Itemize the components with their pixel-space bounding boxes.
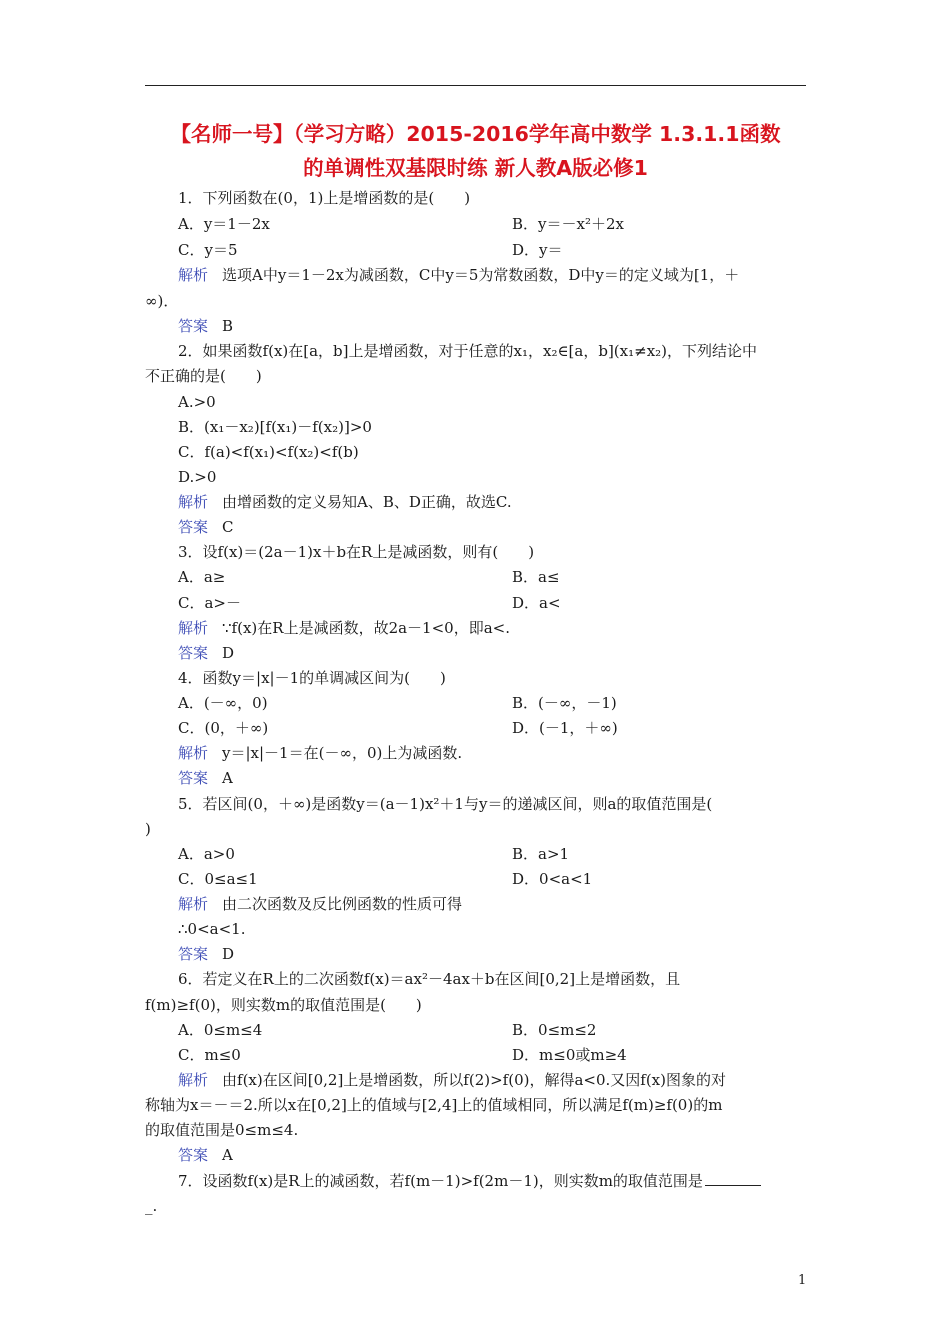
q6-analysis [178, 1070, 839, 1090]
q3-stem: 3．设f(x)＝(2a－1)x＋b在R上是减函数，则有( ) [178, 543, 535, 561]
q2-answer-value: C [222, 518, 234, 536]
doc-title-line-1: 【名师一号】（学习方略）2015-2016学年高中数学 1.3.1.1函数 [170, 122, 781, 146]
q3-answer [178, 643, 839, 663]
q1-analysis [178, 265, 839, 285]
q3-option-c: C．a>－ [178, 594, 241, 612]
q6-stem: 6．若定义在R上的二次函数f(x)＝ax²－4ax＋b在区间[0,2]上是增函数，且 [178, 970, 681, 988]
q7-stem-cont: _. [145, 1197, 158, 1215]
q4-answer [178, 768, 839, 788]
analysis-label: 解析 [178, 1071, 209, 1089]
q3-analysis [178, 618, 839, 638]
answer-label: 答案 [178, 518, 209, 536]
q2-analysis-text: 由增函数的定义易知A、B、D正确，故选C. [222, 493, 512, 511]
q1-analysis-cont: ∞)． [145, 292, 179, 310]
answer-label: 答案 [178, 1146, 209, 1164]
q7-stem [178, 1171, 839, 1191]
q1-option-d: D．y＝ [512, 241, 563, 259]
q5-analysis [178, 894, 839, 914]
q6-analysis-cont-1: 称轴为x＝－＝2.所以x在[0,2]上的值域与[2,4]上的值域相同，所以满足f(m)≥f(0)的m [145, 1096, 723, 1114]
q2-option-c: C．f(a)<f(x₁)<f(x₂)<f(b) [178, 443, 359, 461]
q5-option-d: D．0<a<1 [512, 870, 593, 888]
q4-option-a: A．(－∞，0) [178, 694, 268, 712]
q2-stem-cont: 不正确的是( ) [145, 367, 262, 385]
q1-stem: 1．下列函数在(0，1)上是增函数的是( ) [178, 189, 471, 207]
q6-option-d: D．m≤0或m≥4 [512, 1046, 627, 1064]
q1-option-a: A．y＝1－2x [178, 215, 270, 233]
q6-option-a: A．0≤m≤4 [178, 1021, 263, 1039]
q1-analysis-text: 选项A中y＝1－2x为减函数，C中y＝5为常数函数，D中y＝的定义域为[1，＋ [222, 266, 740, 284]
q1-option-b: B．y＝－x²＋2x [512, 215, 624, 233]
doc-title-line-2: 的单调性双基限时练 新人教A版必修1 [303, 156, 648, 180]
q3-analysis-text: ∵f(x)在R上是减函数，故2a－1<0，即a<. [222, 619, 510, 637]
q5-stem: 5．若区间(0，＋∞)是函数y＝(a－1)x²＋1与y＝的递减区间，则a的取值范围是( [178, 795, 713, 813]
q4-analysis-text: y＝|x|－1＝在(－∞，0)上为减函数. [222, 744, 463, 762]
q6-stem-cont: f(m)≥f(0)，则实数m的取值范围是( ) [145, 996, 422, 1014]
q5-option-c: C．0≤a≤1 [178, 870, 258, 888]
q5-option-a: A．a>0 [178, 845, 235, 863]
q5-analysis-text: 由二次函数及反比例函数的性质可得 [222, 895, 463, 913]
q5-answer-value: D [222, 945, 235, 963]
answer-label: 答案 [178, 945, 209, 963]
q1-answer-value: B [222, 317, 234, 335]
q1-answer [178, 316, 839, 336]
q2-answer [178, 517, 839, 537]
q1-option-c: C．y＝5 [178, 241, 238, 259]
q2-analysis [178, 492, 839, 512]
analysis-label: 解析 [178, 266, 209, 284]
q4-analysis [178, 743, 839, 763]
q6-option-c: C．m≤0 [178, 1046, 241, 1064]
q5-answer [178, 944, 839, 964]
q7-stem-text: 7．设函数f(x)是R上的减函数，若f(m－1)>f(2m－1)，则实数m的取值范围是 [178, 1172, 703, 1190]
q3-option-a: A．a≥ [178, 568, 226, 586]
q3-option-b: B．a≤ [512, 568, 560, 586]
q5-stem-cont: ) [145, 820, 151, 838]
q4-option-b: B．(－∞，－1) [512, 694, 617, 712]
q5-analysis-cont: ∴0<a<1. [178, 920, 246, 938]
q4-option-c: C．(0，＋∞) [178, 719, 269, 737]
answer-blank [705, 1171, 761, 1186]
q4-option-d: D．(－1，＋∞) [512, 719, 618, 737]
page-number: 1 [798, 1273, 807, 1288]
q6-option-b: B．0≤m≤2 [512, 1021, 597, 1039]
q4-stem: 4．函数y＝|x|－1的单调减区间为( ) [178, 669, 446, 687]
q6-analysis-text: 由f(x)在区间[0,2]上是增函数，所以f(2)>f(0)，解得a<0.又因f(x)图象的对 [222, 1071, 726, 1089]
header-rule [145, 85, 806, 86]
analysis-label: 解析 [178, 619, 209, 637]
answer-label: 答案 [178, 644, 209, 662]
q2-option-b: B．(x₁－x₂)[f(x₁)－f(x₂)]>0 [178, 418, 372, 436]
q2-stem: 2．如果函数f(x)在[a，b]上是增函数，对于任意的x₁，x₂∈[a，b](x₁≠x₂)，下列结论中 [178, 342, 758, 360]
answer-label: 答案 [178, 317, 209, 335]
q4-answer-value: A [222, 769, 233, 787]
analysis-label: 解析 [178, 744, 209, 762]
analysis-label: 解析 [178, 895, 209, 913]
q2-option-a: A.>0 [178, 393, 216, 411]
q3-answer-value: D [222, 644, 235, 662]
analysis-label: 解析 [178, 493, 209, 511]
q5-option-b: B．a>1 [512, 845, 570, 863]
answer-label: 答案 [178, 769, 209, 787]
q3-option-d: D．a< [512, 594, 561, 612]
q6-answer-value: A [222, 1146, 233, 1164]
q2-option-d: D.>0 [178, 468, 217, 486]
q6-analysis-cont-2: 的取值范围是0≤m≤4. [145, 1121, 299, 1139]
q6-answer [178, 1145, 839, 1165]
